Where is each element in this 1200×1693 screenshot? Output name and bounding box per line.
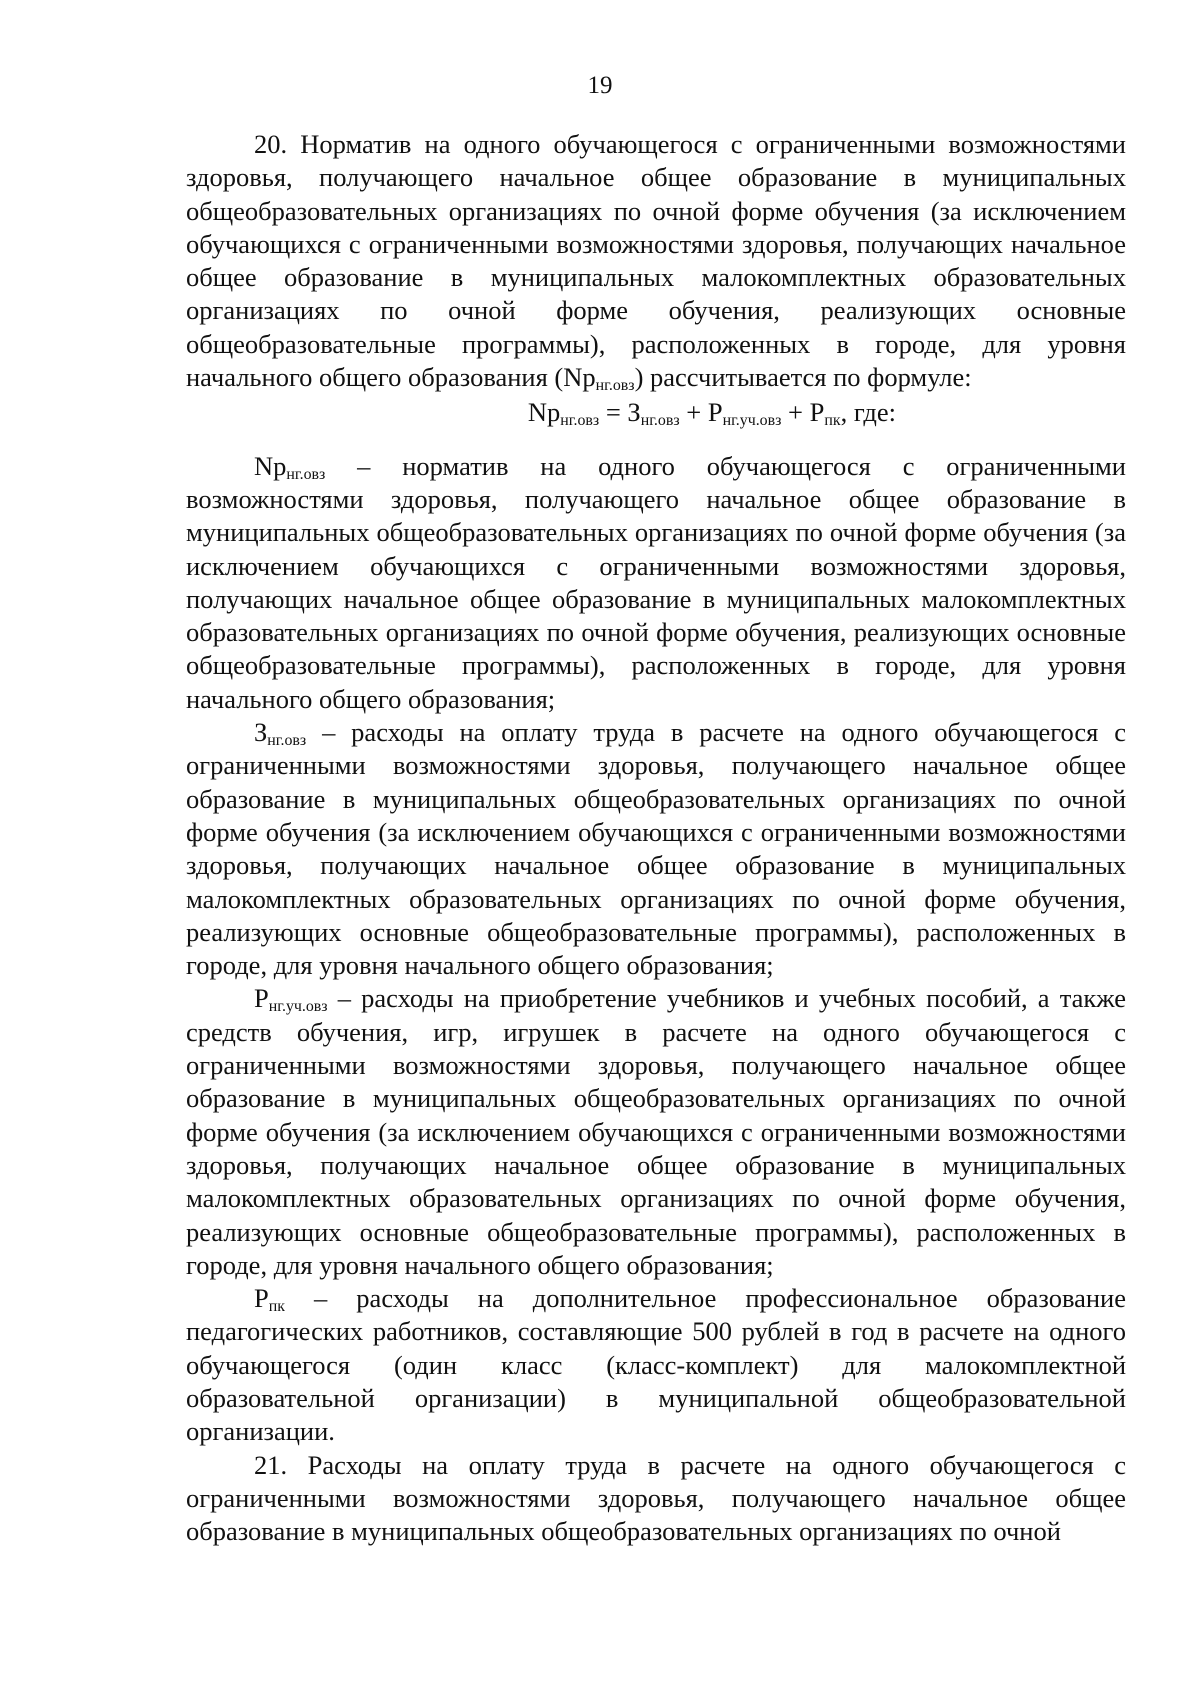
page-number: 19 [587, 72, 613, 99]
definition-z: $З_{нг.овз}$ – расходы на оплату труда в расчете на одного обучающегося с ограниченными возможностями здоровья, получающего начальное общее образование в муниципальных общеобразовательных организациях по очной форме обучения (за исключением обучающихся с ограниченными возможностями здоровья, получающих начальное общее образование в муниципальных малокомплектных образовательных организациях по очной форме обучения, реализующих основные общеобразовательные программы), расположенных в городе, для уровня начального общего образования; [186, 717, 1126, 981]
definition-pk: $Р_{пк}$ – расходы на дополнительное профессиональное образование педагогических работников, составляющие 500 рублей в год в расчете на одного обучающегося (один класс (класс-комплект) для малокомплектной образовательной организации) в муниципальной общеобразовательной организации. [186, 1283, 1126, 1447]
document-body [186, 128, 1126, 1548]
definition-r: $Р_{нг.уч.овз}$ – расходы на приобретение учебников и учебных пособий, а также средств обучения, игр, игрушек в расчете на одного обучающегося с ограниченными возможностями здоровья, получающего начальное общее образование в муниципальных общеобразовательных организациях по очной форме обучения (за исключением обучающихся с ограниченными возможностями здоровья, получающих начальное общее образование в муниципальных малокомплектных образовательных организациях по очной форме обучения, реализующих основные общеобразовательные программы), расположенных в городе, для уровня начального общего образования; [186, 983, 1126, 1280]
paragraph-20: 20. Норматив на одного обучающегося с ограниченными возможностями здоровья, получающего начальное общее образование в муниципальных общеобразовательных организациях по очной форме обучения (за исключением обучающихся с ограниченными возможностями здоровья, получающих начальное общее образование в муниципальных малокомплектных образовательных организациях по очной форме обучения, реализующих основные общеобразовательные программы), расположенных в городе, для уровня начального общего образования $(Np_{нг.овз})$ рассчитывается по формуле: [186, 129, 1126, 395]
paragraph-21: 21. Расходы на оплату труда в расчете на одного обучающегося с ограниченными возможностями здоровья, получающего начальное общее образование в муниципальных общеобразовательных организациях по очной [186, 1449, 1126, 1547]
formula: $Np_{нг.овз} = З_{нг.овз} + Р_{нг.уч.овз} + Р_{пк}$, где: [527, 397, 896, 430]
definition-np: $Np_{нг.овз}$ – норматив на одного обучающегося с ограниченными возможностями здоровья, получающего начальное общее образование в муниципальных общеобразовательных организациях по очной форме обучения (за исключением обучающихся с ограниченными возможностями здоровья, получающих начальное общее образование в муниципальных малокомплектных образовательных организациях по очной форме обучения, реализующих основные общеобразовательные программы), расположенных в городе, для уровня начального общего образования; [186, 450, 1126, 714]
